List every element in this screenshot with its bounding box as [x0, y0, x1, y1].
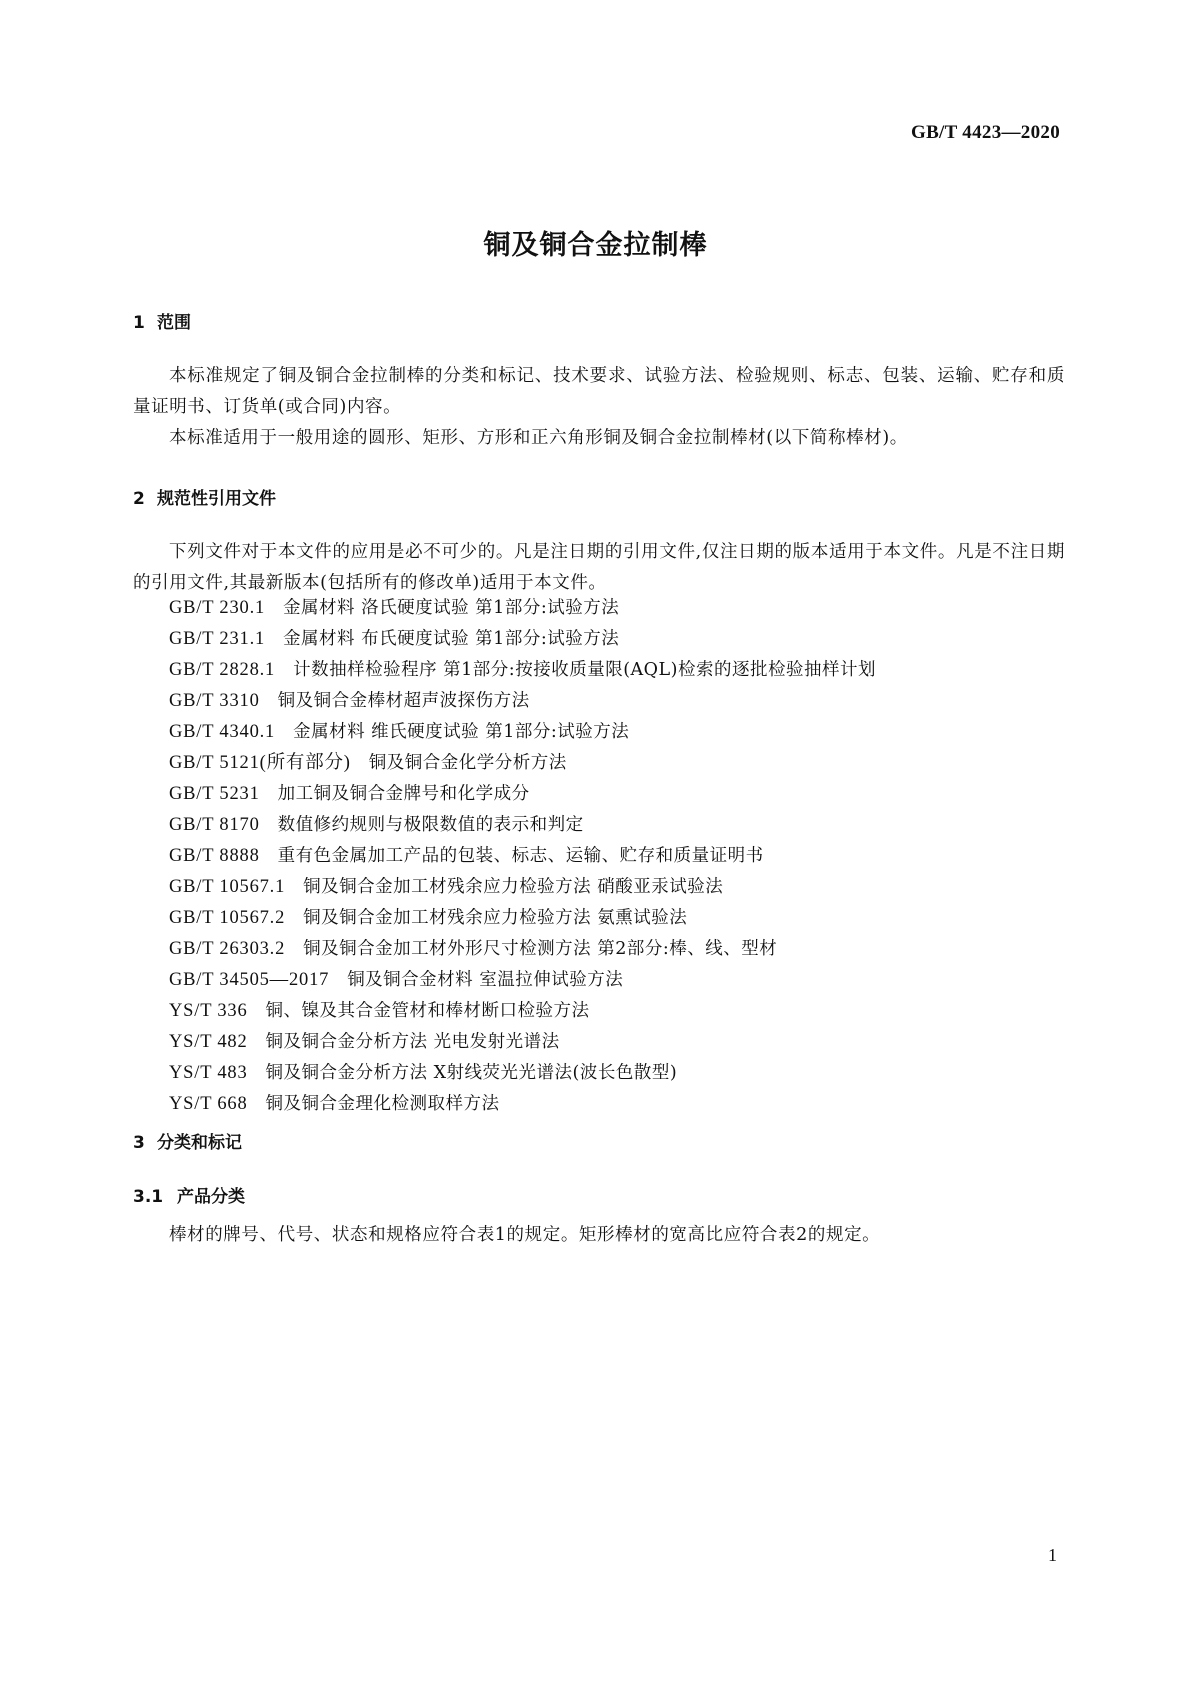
section-title: 范围 [157, 313, 191, 333]
reference-title: 加工铜及铜合金牌号和化学成分 [277, 784, 530, 804]
reference-item [169, 655, 876, 686]
reference-code: GB/T 26303.2 [169, 939, 286, 959]
reference-title: 铜及铜合金化学分析方法 [368, 753, 567, 773]
section-1-paragraph-2: 本标准适用于一般用途的圆形、矩形、方形和正六角形铜及铜合金拉制棒材(以下简称棒材)。 [169, 428, 908, 448]
reference-item [169, 872, 876, 903]
reference-title: 金属材料 洛氏硬度试验 第1部分:试验方法 [283, 598, 620, 618]
reference-code: YS/T 483 [169, 1063, 248, 1083]
reference-title: 计数抽样检验程序 第1部分:按接收质量限(AQL)检索的逐批检验抽样计划 [293, 660, 876, 680]
reference-item [169, 1089, 876, 1120]
reference-title: 铜及铜合金加工材残余应力检验方法 硝酸亚汞试验法 [303, 877, 724, 897]
subsection-title: 产品分类 [177, 1187, 245, 1207]
section-1-paragraph-1: 本标准规定了铜及铜合金拉制棒的分类和标记、技术要求、试验方法、检验规则、标志、包装、运输、贮存和质量证明书、订货单(或合同)内容。 [133, 366, 1065, 417]
subsection-3-1-heading [133, 1182, 245, 1207]
reference-item [169, 841, 876, 872]
reference-item [169, 686, 876, 717]
reference-item [169, 810, 876, 841]
subsection-3-1-paragraph: 棒材的牌号、代号、状态和规格应符合表1的规定。矩形棒材的宽高比应符合表2的规定。 [169, 1225, 881, 1245]
section-title: 分类和标记 [157, 1133, 242, 1153]
reference-title: 金属材料 布氏硬度试验 第1部分:试验方法 [283, 629, 620, 649]
section-2-intro: 下列文件对于本文件的应用是必不可少的。凡是注日期的引用文件,仅注日期的版本适用于本文件。凡是不注日期的引用文件,其最新版本(包括所有的修改单)适用于本文件。 [133, 542, 1065, 593]
reference-title: 铜及铜合金材料 室温拉伸试验方法 [347, 970, 624, 990]
section-number: 3 [133, 1133, 145, 1153]
reference-code: YS/T 482 [169, 1032, 248, 1052]
reference-code: GB/T 5231 [169, 784, 260, 804]
reference-code: GB/T 230.1 [169, 598, 266, 618]
reference-title: 铜及铜合金理化检测取样方法 [265, 1094, 500, 1114]
reference-title: 铜及铜合金加工材残余应力检验方法 氨熏试验法 [303, 908, 688, 928]
reference-title: 数值修约规则与极限数值的表示和判定 [277, 815, 584, 835]
reference-title: 金属材料 维氏硬度试验 第1部分:试验方法 [293, 722, 630, 742]
reference-code: GB/T 5121(所有部分) [169, 753, 351, 773]
reference-item [169, 1027, 876, 1058]
reference-item [169, 996, 876, 1027]
reference-code: GB/T 2828.1 [169, 660, 276, 680]
reference-item [169, 903, 876, 934]
reference-item [169, 593, 876, 624]
reference-item [169, 934, 876, 965]
reference-item [169, 965, 876, 996]
reference-title: 铜及铜合金加工材外形尺寸检测方法 第2部分:棒、线、型材 [303, 939, 778, 959]
section-number: 1 [133, 313, 145, 333]
section-title: 规范性引用文件 [157, 489, 276, 509]
normative-references-list [169, 593, 876, 1120]
reference-item [169, 748, 876, 779]
subsection-number: 3.1 [133, 1187, 164, 1207]
reference-code: GB/T 10567.2 [169, 908, 286, 928]
reference-title: 铜及铜合金分析方法 X射线荧光光谱法(波长色散型) [265, 1063, 678, 1083]
section-number: 2 [133, 489, 145, 509]
standard-code-header: GB/T 4423—2020 [910, 122, 1060, 143]
reference-item [169, 779, 876, 810]
reference-title: 铜及铜合金分析方法 光电发射光谱法 [265, 1032, 560, 1052]
page-number: 1 [1048, 1545, 1057, 1565]
reference-title: 铜及铜合金棒材超声波探伤方法 [277, 691, 530, 711]
reference-code: YS/T 668 [169, 1094, 248, 1114]
reference-code: GB/T 3310 [169, 691, 260, 711]
reference-item [169, 624, 876, 655]
section-2-heading [133, 484, 276, 509]
reference-code: GB/T 8888 [169, 846, 260, 866]
reference-code: YS/T 336 [169, 1001, 248, 1021]
reference-code: GB/T 8170 [169, 815, 260, 835]
document-title: 铜及铜合金拉制棒 [483, 230, 708, 261]
reference-code: GB/T 10567.1 [169, 877, 286, 897]
reference-title: 重有色金属加工产品的包装、标志、运输、贮存和质量证明书 [277, 846, 764, 866]
reference-item [169, 717, 876, 748]
reference-code: GB/T 4340.1 [169, 722, 276, 742]
reference-code: GB/T 34505—2017 [169, 970, 330, 990]
reference-item [169, 1058, 876, 1089]
reference-title: 铜、镍及其合金管材和棒材断口检验方法 [265, 1001, 590, 1021]
section-1-heading [133, 308, 191, 333]
section-3-heading [133, 1128, 242, 1153]
reference-code: GB/T 231.1 [169, 629, 266, 649]
